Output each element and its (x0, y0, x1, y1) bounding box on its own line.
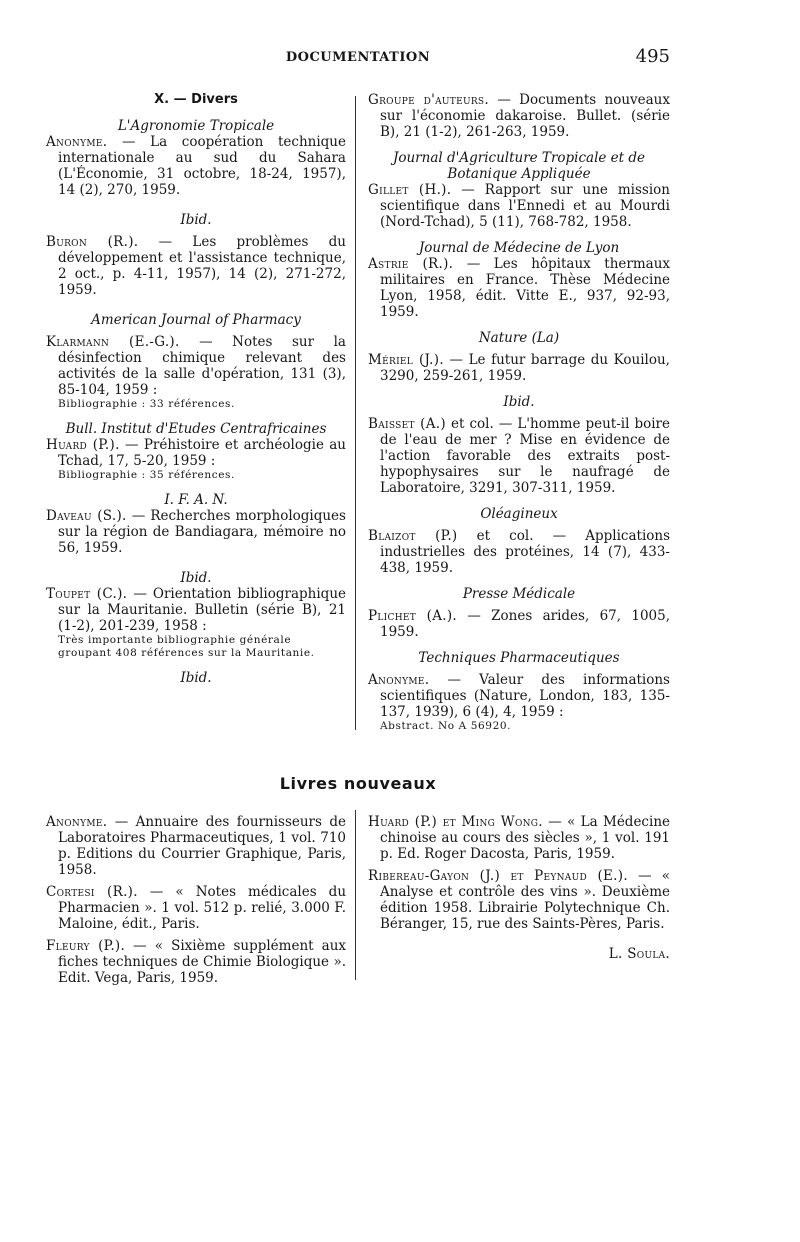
bib-entry-continued (368, 92, 670, 140)
bib-entry (368, 352, 670, 384)
entry-text: — Recherches morphologiques sur la région de Bandiagara, mémoire no 56, 1959. (58, 508, 346, 556)
entry-text: et col. — L'homme peut-il boire de l'eau de mer ? Mise en évidence de l'action favorable des extraits post-hypophysaires sur le naufragé de Laboratoire, 3291, 307-311, 1959. (380, 416, 670, 496)
entry-text: — « La Médecine chinoise au cours des siècles », 1 vol. 191 p. Ed. Roger Dacosta, Paris, 1959. (380, 814, 670, 862)
livres-right-column (368, 814, 670, 962)
running-head: DOCUMENTATION (285, 50, 431, 65)
entry-text: — Le futur barrage du Kouilou, 3290, 259-261, 1959. (380, 352, 670, 384)
book-entry (46, 938, 346, 986)
entry-author: Plichet (A.). (368, 608, 458, 624)
entry-author: Huard (P.) et Ming Wong. (368, 814, 543, 830)
entry-author: Blaizot (P.) (368, 528, 458, 544)
book-entry (368, 868, 670, 932)
entry-author: Astrie (R.). (368, 256, 454, 272)
book-entry (46, 884, 346, 932)
entry-text: — Documents nouveaux sur l'économie dakaroise. Bullet. (série B), 21 (1-2), 261-263, 1959. (380, 92, 670, 140)
entry-author: Baisset (A.) (368, 416, 446, 432)
column-divider (355, 810, 356, 980)
bib-entry (368, 256, 670, 320)
entry-text: — « Sixième supplément aux fiches techniques de Chimie Biologique ». Edit. Vega, Paris, 1959. (58, 938, 346, 986)
entry-author: Huard (P.). (46, 437, 120, 453)
entry-text: — Les problèmes du développement et l'assistance technique, 2 oct., p. 4-11, 1957), 14 (2), 271-272, 1959. (58, 234, 347, 298)
entry-text: — « Analyse et contrôle des vins ». Deuxième édition 1958. Librairie Polytechnique Ch. Béranger, 15, rue des Saints-Pères, Paris. (380, 868, 670, 932)
right-column (368, 92, 670, 733)
journal-title: Journal de Médecine de Lyon (418, 240, 620, 256)
entry-text: — Annuaire des fournisseurs de Laboratoires Pharmaceutiques, 1 vol. 710 p. Editions du Courrier Graphique, Paris, 1958. (58, 814, 346, 878)
entry-author: Cortesi (R.). (46, 884, 138, 900)
journal-title: L'Agronomie Tropicale (117, 118, 275, 134)
journal-title: Oléagineux (480, 506, 558, 522)
journal-title: Ibid. (180, 570, 212, 586)
entry-author: Buron (R.). (46, 234, 139, 250)
entry-text: — Les hôpitaux thermaux militaires en France. Thèse Médecine Lyon, 1958, édit. Vitte E., 937, 92-93, 1959. (380, 256, 670, 320)
entry-note: Bibliographie : 35 références. (58, 469, 235, 481)
entry-note: Abstract. No A 56920. (380, 720, 512, 732)
entry-author: Anonyme. (368, 672, 430, 688)
bib-entry (368, 416, 670, 496)
bib-entry (368, 608, 670, 640)
column-divider (355, 96, 356, 730)
entry-text: — La coopération technique internationale au sud du Sahara (L'Économie, 31 octobre, 18-24, 1957), 14 (2), 270, 1959. (58, 134, 346, 198)
entry-author: Ribereau-Gayon (J.) et Peynaud (E.). (368, 868, 628, 884)
entry-author: Klarmann (E.-G.). (46, 334, 180, 350)
entry-text: — Valeur des informations scientifiques (Nature, London, 183, 135-137, 1939), 6 (4), 4, 1959 : (380, 672, 670, 720)
journal-title: Ibid. (180, 670, 212, 686)
entry-text: — Zones arides, 67, 1005, 1959. (380, 608, 671, 640)
book-entry (46, 814, 346, 878)
journal-title: Techniques Pharmaceutiques (418, 650, 620, 666)
entry-text: — Orientation bibliographique sur la Mauritanie. Bulletin (série B), 21 (1-2), 201-239, 1958 : (58, 586, 346, 634)
bib-entry (368, 528, 670, 576)
journal-title: Journal d'Agriculture Tropicale et de Botanique Appliquée (392, 150, 646, 182)
bib-entry (46, 508, 346, 556)
entry-text: — « Notes médicales du Pharmacien ». 1 vol. 512 p. relié, 3.000 F. Maloine, édit., Paris. (58, 884, 347, 932)
bib-entry (46, 334, 346, 398)
entry-note: Bibliographie : 33 références. (58, 398, 235, 410)
page-number: 495 (635, 46, 670, 67)
section-title: X. — Divers (154, 92, 238, 107)
entry-author: Toupet (C.). (46, 586, 128, 602)
left-column (46, 92, 346, 686)
entry-author: Mériel (J.). (368, 352, 444, 368)
entry-author: Gillet (H.). (368, 182, 452, 198)
bib-entry (46, 437, 346, 469)
entry-author: Anonyme. (46, 814, 108, 830)
journal-title: American Journal of Pharmacy (91, 312, 301, 328)
journal-title: Presse Médicale (462, 586, 576, 602)
journal-title: Bull. Institut d'Etudes Centrafricaines (65, 421, 327, 437)
section-heading-livres: Livres nouveaux (279, 774, 437, 793)
entry-note: Très importante bibliographie générale groupant 408 références sur la Mauritanie. (58, 634, 315, 659)
entry-author: Fleury (P.). (46, 938, 126, 954)
bib-entry (46, 586, 346, 634)
journal-title: Ibid. (503, 394, 535, 410)
entry-author: Daveau (S.). (46, 508, 127, 524)
entry-text: — Notes sur la désinfection chimique relevant des activités de la salle d'opération, 131 (3), 85-104, 1959 : (58, 334, 346, 398)
entry-text: et col. — Applications industrielles des protéines, 14 (7), 433-438, 1959. (380, 528, 671, 576)
bib-entry (368, 672, 670, 720)
bib-entry (46, 134, 346, 198)
bib-entry (46, 234, 346, 298)
journal-title: Nature (La) (478, 330, 560, 346)
book-entry (368, 814, 670, 862)
journal-title: I. F. A. N. (164, 492, 228, 508)
journal-title: Ibid. (180, 212, 212, 228)
signature: L. Soula. (608, 946, 670, 962)
entry-author: Groupe d'auteurs. (368, 92, 489, 108)
bib-entry (368, 182, 670, 230)
livres-left-column (46, 814, 346, 986)
entry-author: Anonyme. (46, 134, 108, 150)
entry-text: — Préhistoire et archéologie au Tchad, 17, 5-20, 1959 : (58, 437, 346, 469)
entry-text: — Rapport sur une mission scientifique dans l'Ennedi et au Mourdi (Nord-Tchad), 5 (11), 768-782, 1958. (380, 182, 670, 230)
